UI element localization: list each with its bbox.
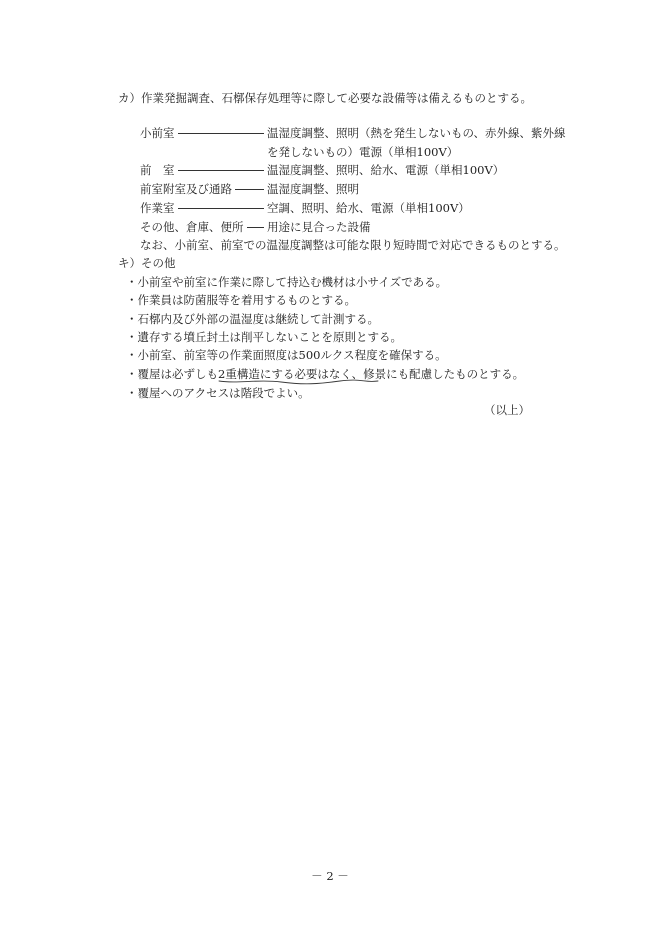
list-item: ・作業員は防菌服等を着用するものとする。 <box>126 293 356 307</box>
equipment-row-workroom <box>140 201 580 215</box>
row-description: 温湿度調整、照明、給水、電源（単相100V） <box>267 163 505 177</box>
row-label: 前 室 <box>140 163 175 177</box>
row-description: 空調、照明、給水、電源（単相100V） <box>267 201 470 215</box>
row-label: 小前室 <box>140 126 175 140</box>
section-ka-heading: カ）作業発掘調査、石槨保存処理等に際して必要な設備等は備えるものとする。 <box>118 91 532 105</box>
list-item: ・遺存する墳丘封土は削平しないことを原則とする。 <box>126 330 402 344</box>
row-label-cell <box>140 220 264 234</box>
leader-line <box>178 133 265 134</box>
list-item: ・覆屋は必ずしも2重構造にする必要はなく、修景にも配慮したものとする。 <box>126 367 525 381</box>
row-label-cell <box>140 182 264 196</box>
equipment-row-anteroom <box>140 163 580 177</box>
list-item: ・覆屋へのアクセスは階段でよい。 <box>126 386 310 400</box>
row-description: 温湿度調整、照明（熱を発生しないもの、赤外線、紫外線 <box>267 126 566 140</box>
leader-line <box>235 189 264 190</box>
leader-line <box>178 170 265 171</box>
list-item: ・石槨内及び外部の温湿度は継続して計測する。 <box>126 312 379 326</box>
section-ki-heading: キ）その他 <box>118 256 176 270</box>
row-label-cell <box>140 126 264 140</box>
row-description: 用途に見合った設備 <box>267 220 371 234</box>
row-label: その他、倉庫、便所 <box>140 220 244 234</box>
equipment-row-other <box>140 220 580 234</box>
row-label-cell <box>140 201 264 215</box>
row-label: 前室附室及び通路 <box>140 182 232 196</box>
equipment-row-annex-passage <box>140 182 580 196</box>
list-item: ・小前室や前室に作業に際して持込む機材は小サイズである。 <box>126 275 448 289</box>
row-label: 作業室 <box>140 201 175 215</box>
row-description: 温湿度調整、照明 <box>267 182 359 196</box>
section-ka-note: なお、小前室、前室での温湿度調整は可能な限り短時間で対応できるものとする。 <box>140 238 566 252</box>
leader-line <box>247 227 265 228</box>
equipment-row-small-anteroom <box>140 126 580 140</box>
row-description-continuation: を発しないもの）電源（単相100V） <box>267 145 459 159</box>
page-number: － 2 － <box>311 869 349 883</box>
closing-mark: （以上） <box>484 403 530 417</box>
leader-line <box>178 208 265 209</box>
row-label-cell <box>140 163 264 177</box>
list-item: ・小前室、前室等の作業面照度は500ルクス程度を確保する。 <box>126 348 447 362</box>
